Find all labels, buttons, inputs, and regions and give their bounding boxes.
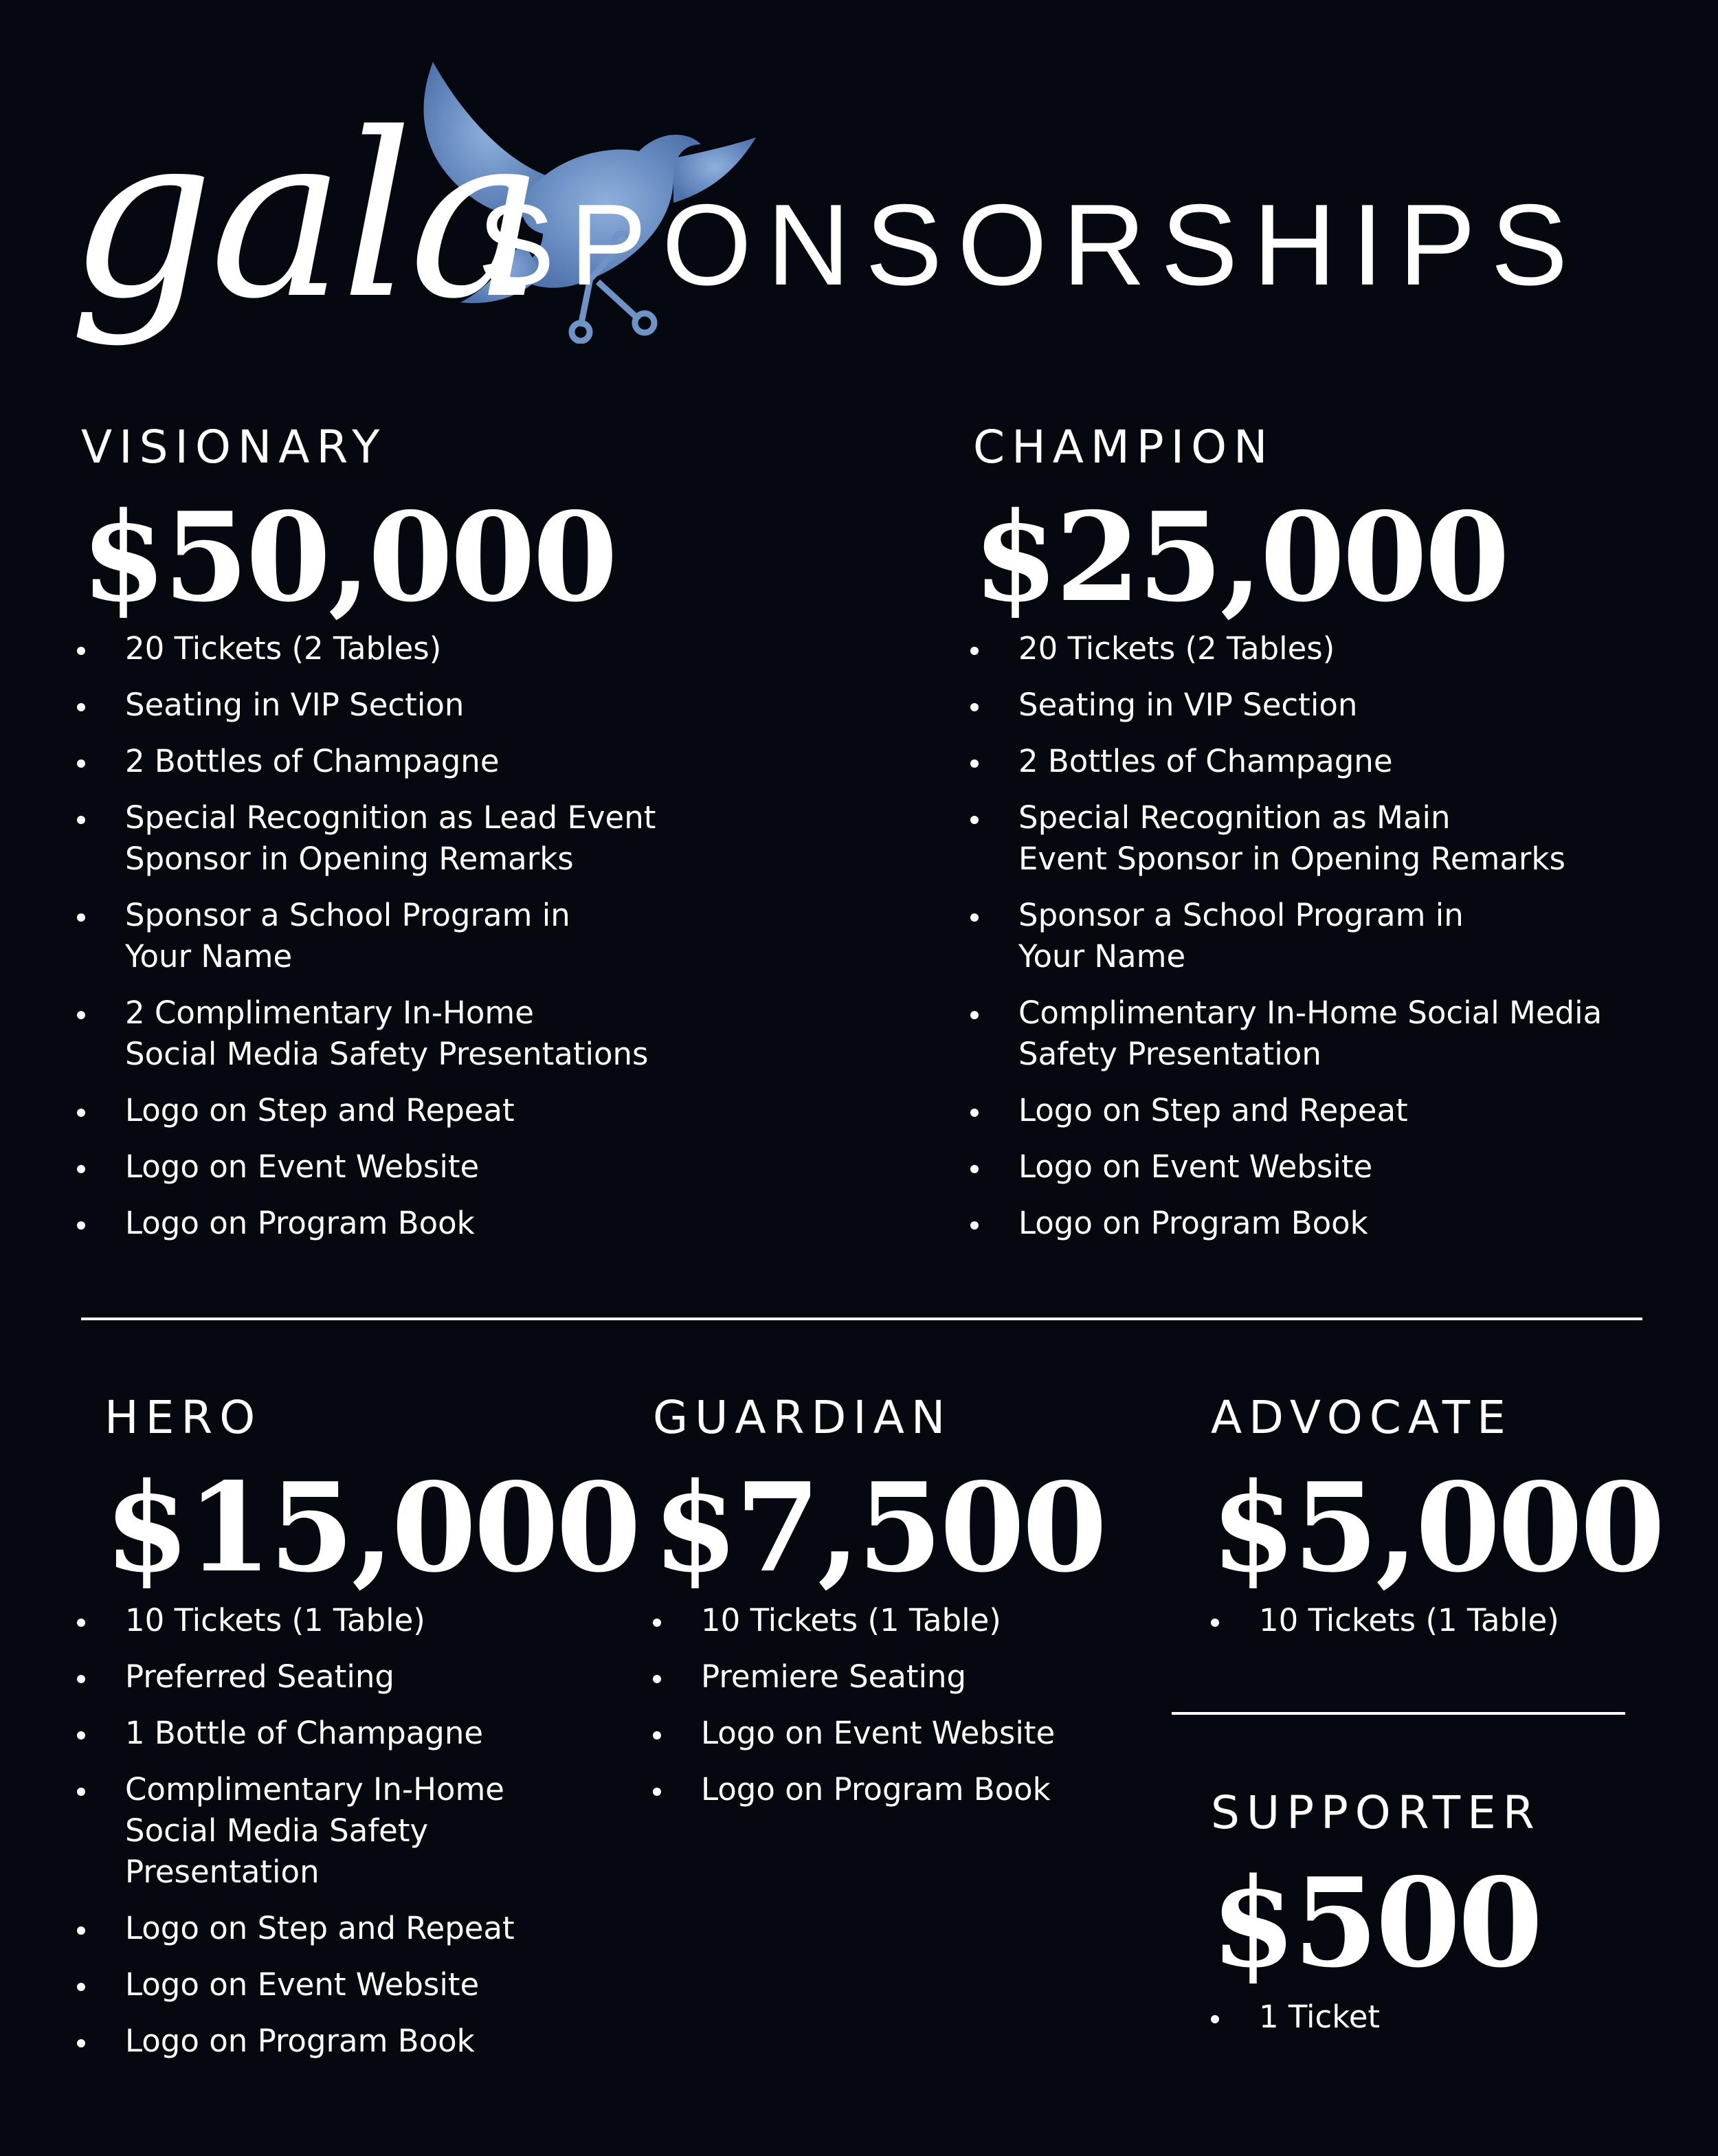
benefit-text: Logo on Event Website [125,1966,480,2003]
benefit-list [653,1600,1148,1825]
benefit-text: Your Name [125,938,293,975]
tier-guardian [653,1391,1105,1599]
list-item [77,797,867,880]
benefit-text: 10 Tickets (1 Table) [701,1602,1001,1638]
tier-price: $25,000 [973,485,1508,629]
tier-supporter [1211,1786,1541,1994]
benefit-list [77,1600,613,2077]
benefit-text: Logo on Program Book [1018,1205,1368,1241]
tier-price: $7,500 [653,1456,1105,1599]
list-item [77,685,867,726]
tier-visionary [81,421,616,629]
page-title: SPONSORSHIPS [478,180,1583,309]
benefit-text: Special Recognition as Main [1018,799,1451,836]
page-header [0,0,1718,412]
list-item [77,1908,613,1949]
benefit-text: Seating in VIP Section [1018,687,1358,723]
benefit-text: Logo on Step and Repeat [1018,1092,1408,1129]
benefit-text: 10 Tickets (1 Table) [1259,1602,1559,1638]
tier-name: SUPPORTER [1211,1786,1541,1839]
tier-name: CHAMPION [973,421,1275,474]
benefit-text: Complimentary In-Home [125,1771,504,1808]
tier-price: $5,000 [1211,1456,1663,1599]
list-item [77,1769,613,1893]
list-item [77,1090,867,1131]
benefit-text: 2 Bottles of Champagne [1018,743,1393,779]
benefit-text: Logo on Event Website [701,1715,1056,1751]
benefit-text: Complimentary In-Home Social Media [1018,994,1603,1031]
list-item [970,685,1699,726]
benefit-text: Safety Presentation [1018,1036,1321,1072]
benefit-text: Sponsor in Opening Remarks [125,841,574,877]
list-item [970,628,1699,669]
benefit-text: Presentation [125,1854,320,1890]
list-item [653,1769,1148,1810]
tier-price: $500 [1211,1851,1541,1994]
list-item [77,741,867,782]
benefit-list [1211,1997,1651,2053]
tier-advocate [1211,1391,1663,1599]
tier-price: $50,000 [81,485,616,629]
list-item [970,1090,1699,1131]
benefit-text: Special Recognition as Lead Event [125,799,656,836]
benefit-text: Logo on Step and Repeat [125,1092,515,1129]
tier-name: ADVOCATE [1211,1391,1513,1444]
list-item [77,895,867,977]
benefit-text: Sponsor a School Program in [1018,897,1464,933]
benefit-text: 2 Complimentary In-Home [125,994,534,1031]
list-item [77,1656,613,1698]
benefit-text: 20 Tickets (2 Tables) [1018,630,1335,667]
benefit-text: Logo on Program Book [701,1771,1051,1808]
section-divider [81,1318,1642,1320]
list-item [1211,1600,1651,1641]
benefit-text: Logo on Event Website [125,1148,480,1185]
list-item [653,1713,1148,1754]
list-item [77,628,867,669]
section-divider [1172,1712,1625,1715]
list-item [970,1203,1699,1244]
benefit-text: Social Media Safety Presentations [125,1036,649,1072]
benefit-text: Logo on Program Book [125,2023,475,2059]
list-item [77,1713,613,1754]
list-item [653,1656,1148,1698]
benefit-text: 2 Bottles of Champagne [125,743,500,779]
tier-price: $15,000 [104,1456,639,1599]
list-item [77,2021,613,2062]
list-item [970,1146,1699,1188]
benefit-text: Logo on Program Book [125,1205,475,1241]
list-item [1211,1997,1651,2038]
benefit-text: Sponsor a School Program in [125,897,570,933]
benefit-text: 1 Bottle of Champagne [125,1715,484,1751]
list-item [77,1203,867,1244]
list-item [77,1964,613,2005]
tier-name: VISIONARY [81,421,387,474]
benefit-text: Premiere Seating [701,1658,967,1695]
list-item [970,992,1699,1075]
benefit-list [1211,1600,1651,1656]
tier-name: GUARDIAN [653,1391,952,1444]
list-item [77,1146,867,1188]
list-item [77,1600,613,1641]
tier-champion [973,421,1508,629]
benefit-list [970,628,1699,1259]
list-item [970,895,1699,977]
benefit-text: Event Sponsor in Opening Remarks [1018,841,1565,877]
benefit-text: 20 Tickets (2 Tables) [125,630,442,667]
benefit-text: Seating in VIP Section [125,687,465,723]
tier-name: HERO [104,1391,263,1444]
benefit-text: Preferred Seating [125,1658,394,1695]
benefit-text: Logo on Event Website [1018,1148,1373,1185]
benefit-text: 1 Ticket [1259,1999,1381,2035]
tier-hero [104,1391,639,1599]
benefit-text: 10 Tickets (1 Table) [125,1602,425,1638]
list-item [970,741,1699,782]
list-item [77,992,867,1075]
benefit-text: Logo on Step and Repeat [125,1910,515,1946]
list-item [653,1600,1148,1641]
header-script-word: gala [69,85,541,348]
benefit-text: Your Name [1018,938,1186,975]
list-item [970,797,1699,880]
benefit-text: Social Media Safety [125,1812,429,1849]
benefit-list [77,628,867,1259]
